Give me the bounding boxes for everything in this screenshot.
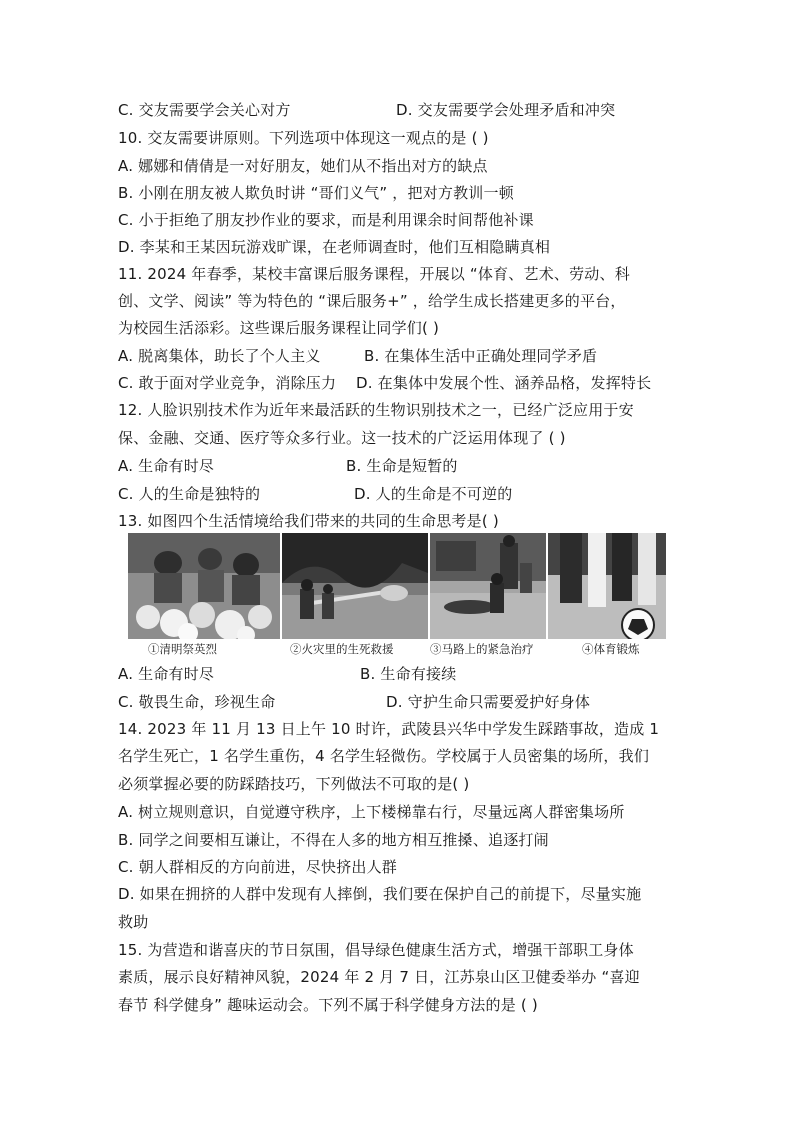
q14-option-d-cont: 救助	[118, 913, 149, 931]
q9-option-c: C. 交友需要学会关心对方	[118, 101, 291, 119]
q11-option-c: C. 敢于面对学业竞争，消除压力	[118, 374, 337, 392]
q13-option-c: C. 敬畏生命，珍视生命	[118, 693, 276, 711]
q13-figure	[128, 533, 666, 639]
photo-roadside-first-aid	[430, 533, 546, 639]
q15-stem-line3: 春节 科学健身” 趣味运动会。下列不属于科学健身方法的是 ( )	[118, 996, 538, 1014]
q10-option-c: C. 小于拒绝了朋友抄作业的要求，而是利用课余时间帮他补课	[118, 211, 534, 229]
q14-stem-line1: 14. 2023 年 11 月 13 日上午 10 时许，武陵县兴华中学发生踩踏事故，造成 1	[118, 720, 660, 738]
q13-option-b: B. 生命有接续	[360, 665, 457, 683]
q11-stem-line3: 为校园生活添彩。这些课后服务课程让同学们( )	[118, 319, 440, 337]
q15-stem-line2: 素质，展示良好精神风貌，2024 年 2 月 7 日，江苏泉山区卫健委举办 “喜迎	[118, 968, 640, 986]
q14-option-a: A. 树立规则意识，自觉遵守秩序，上下楼梯靠右行，尽量远离人群密集场所	[118, 803, 625, 821]
q14-option-d: D. 如果在拥挤的人群中发现有人摔倒，我们要在保护自己的前提下，尽量实施	[118, 885, 642, 903]
q15-stem-line1: 15. 为营造和谐喜庆的节日氛围，倡导绿色健康生活方式，增强干部职工身体	[118, 941, 634, 959]
figure-caption-2: ②火灾里的生死救援	[290, 642, 394, 656]
q10-stem: 10. 交友需要讲原则。下列选项中体现这一观点的是 ( )	[118, 129, 489, 147]
q13-option-a: A. 生命有时尽	[118, 665, 215, 683]
q11-stem-line1: 11. 2024 年春季，某校丰富课后服务课程，开展以 “体育、艺术、劳动、科	[118, 265, 630, 283]
q14-option-c: C. 朝人群相反的方向前进，尽快挤出人群	[118, 858, 398, 876]
q12-option-b: B. 生命是短暂的	[346, 457, 458, 475]
figure-caption-4: ④体育锻炼	[582, 642, 640, 656]
photo-soccer-exercise	[548, 533, 666, 639]
photo-fire-rescue	[282, 533, 428, 639]
q10-option-b: B. 小刚在朋友被人欺负时讲 “哥们义气” ，把对方教训一顿	[118, 184, 514, 202]
q14-stem-line3: 必须掌握必要的防踩踏技巧，下列做法不可取的是( )	[118, 775, 470, 793]
q12-option-c: C. 人的生命是独特的	[118, 485, 261, 503]
figure-caption-3: ③马路上的紧急治疗	[430, 642, 534, 656]
q11-option-b: B. 在集体生活中正确处理同学矛盾	[364, 347, 598, 365]
q11-option-d: D. 在集体中发展个性、涵养品格，发挥特长	[356, 374, 652, 392]
q12-stem-line1: 12. 人脸识别技术作为近年来最活跃的生物识别技术之一，已经广泛应用于安	[118, 401, 634, 419]
q11-stem-line2: 创、文学、阅读” 等为特色的 “课后服务+” ，给学生成长搭建更多的平台，	[118, 292, 626, 310]
photo-memorial-ceremony	[128, 533, 280, 639]
q13-stem: 13. 如图四个生活情境给我们带来的共同的生命思考是( )	[118, 512, 499, 530]
q12-option-d: D. 人的生命是不可逆的	[354, 485, 513, 503]
q13-option-d: D. 守护生命只需要爱护好身体	[386, 693, 591, 711]
q10-option-d: D. 李某和王某因玩游戏旷课，在老师调查时，他们互相隐瞒真相	[118, 238, 551, 256]
q9-option-d: D. 交友需要学会处理矛盾和冲突	[396, 101, 616, 119]
q11-option-a: A. 脱离集体，助长了个人主义	[118, 347, 321, 365]
q12-option-a: A. 生命有时尽	[118, 457, 215, 475]
q10-option-a: A. 娜娜和倩倩是一对好朋友，她们从不指出对方的缺点	[118, 157, 488, 175]
q14-option-b: B. 同学之间要相互谦让，不得在人多的地方相互推搡、追逐打闹	[118, 831, 549, 849]
figure-caption-1: ①清明祭英烈	[148, 642, 217, 656]
q12-stem-line2: 保、金融、交通、医疗等众多行业。这一技术的广泛运用体现了 ( )	[118, 429, 566, 447]
q14-stem-line2: 名学生死亡，1 名学生重伤，4 名学生轻微伤。学校属于人员密集的场所，我们	[118, 747, 650, 765]
